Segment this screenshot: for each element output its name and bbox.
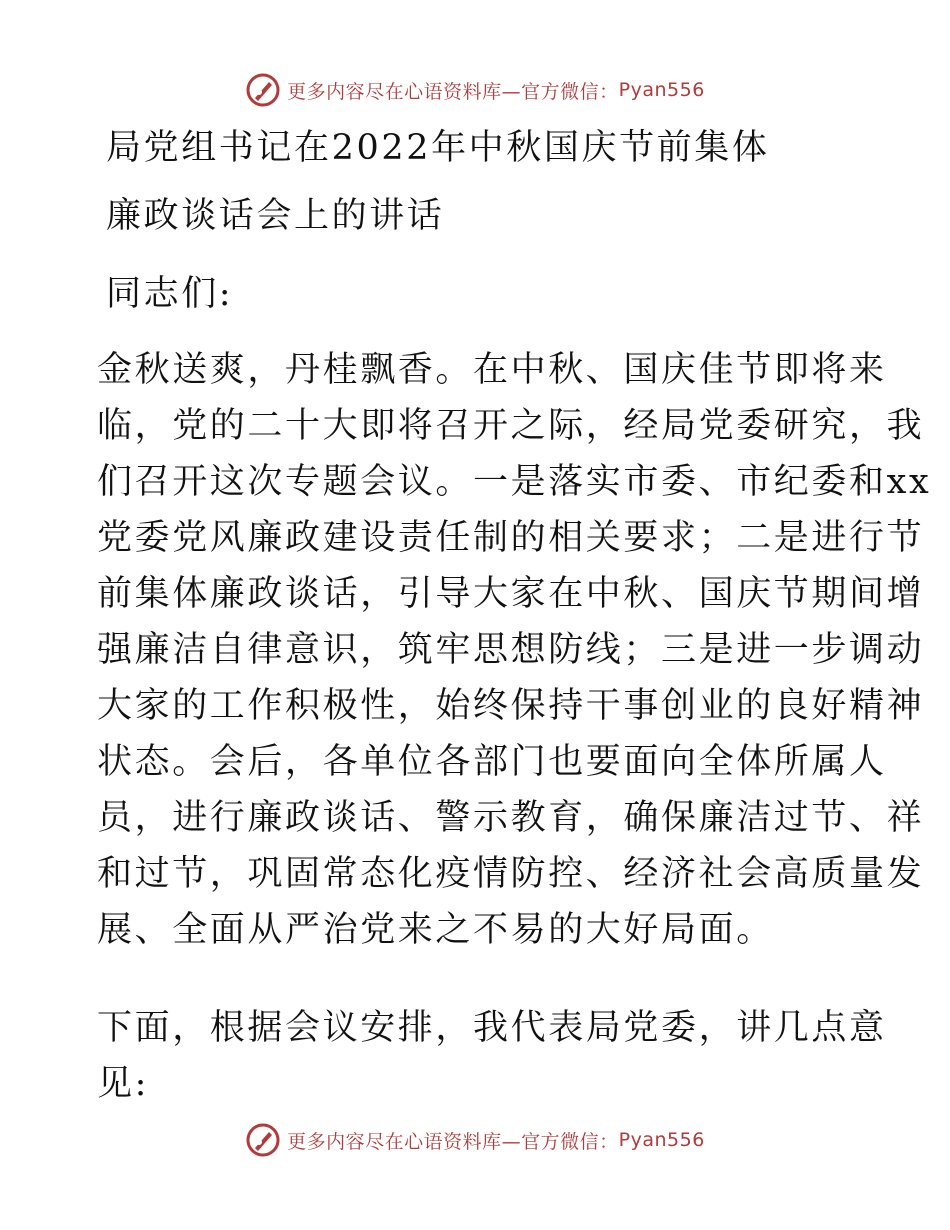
paragraph-1 xyxy=(97,342,932,958)
document-title-line-2: 廉政谈话会上的讲话 xyxy=(106,196,445,236)
document-title-line-1: 局党组书记在2022年中秋国庆节前集体 xyxy=(106,128,770,168)
watermark-id: Pyan556 xyxy=(618,1129,705,1151)
watermark-text: 更多内容尽在心语资料库—官方微信： xyxy=(287,80,619,103)
paragraph-line: 状态。会后，各单位各部门也要面向全体所属人 xyxy=(97,742,887,782)
watermark-text: 更多内容尽在心语资料库—官方微信： xyxy=(287,1130,619,1153)
paragraph-line: 下面，根据会议安排，我代表局党委，讲几点意 xyxy=(97,1008,887,1048)
watermark-id: Pyan556 xyxy=(618,79,705,101)
quill-logo-icon xyxy=(245,72,281,108)
paragraph-line: 和过节，巩固常态化疫情防控、经济社会高质量发 xyxy=(97,854,925,894)
paragraph-line: 见: xyxy=(97,1064,149,1104)
paragraph-line: 前集体廉政谈话，引导大家在中秋、国庆节期间增 xyxy=(97,574,925,614)
paragraph-line: 大家的工作积极性，始终保持干事创业的良好精神 xyxy=(97,686,925,726)
paragraph-line: 强廉洁自律意识，筑牢思想防线；三是进一步调动 xyxy=(97,630,925,670)
watermark-footer xyxy=(0,1120,950,1160)
paragraph-line: 临，党的二十大即将召开之际，经局党委研究，我 xyxy=(97,406,925,446)
salutation: 同志们: xyxy=(106,274,234,314)
paragraph-line: 党委党风廉政建设责任制的相关要求；二是进行节 xyxy=(97,518,925,558)
paragraph-2 xyxy=(97,1000,887,1112)
paragraph-line: 金秋送爽，丹桂飘香。在中秋、国庆佳节即将来 xyxy=(97,350,887,390)
paragraph-line: 们召开这次专题会议。一是落实市委、市纪委和xx xyxy=(97,462,932,502)
paragraph-line: 员，进行廉政谈话、警示教育，确保廉洁过节、祥 xyxy=(97,798,925,838)
paragraph-line: 展、全面从严治党来之不易的大好局面。 xyxy=(97,910,774,950)
quill-logo-icon xyxy=(245,1122,281,1158)
watermark-header xyxy=(0,70,950,110)
